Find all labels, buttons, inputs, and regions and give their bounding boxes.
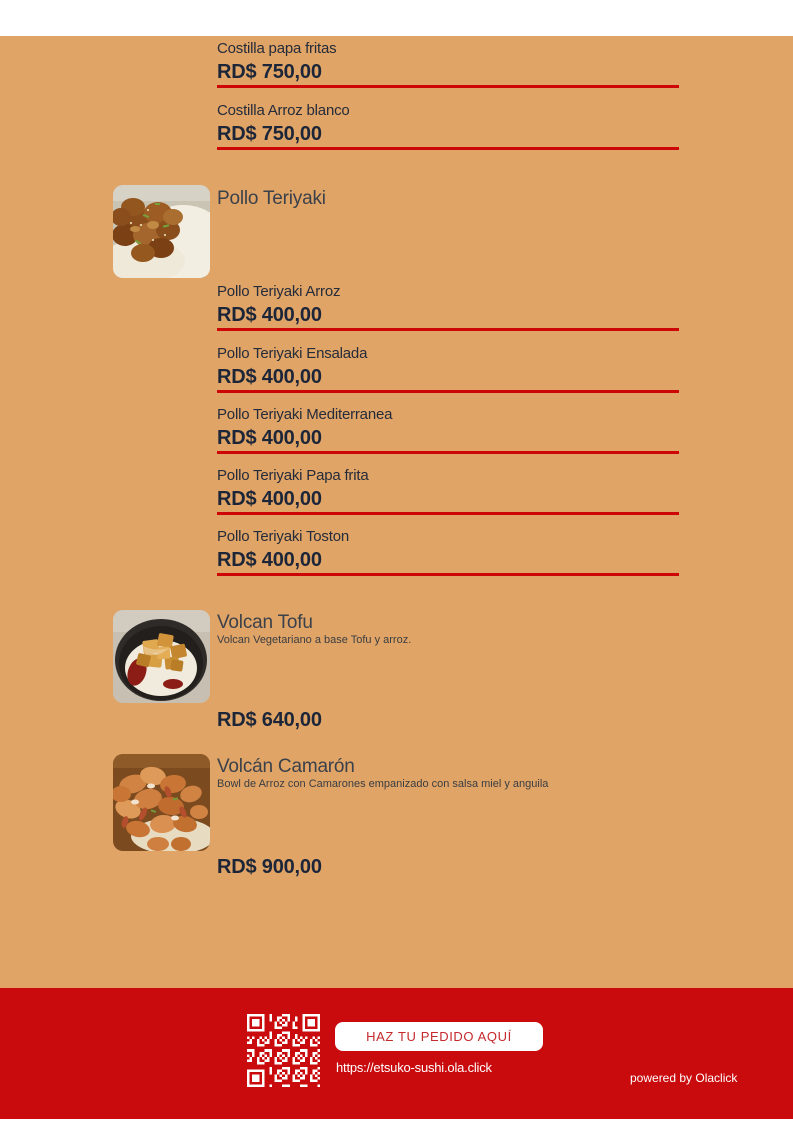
menu-item-name: Pollo Teriyaki Arroz	[217, 283, 341, 300]
menu-item-price: RD$ 400,00	[217, 488, 322, 510]
menu-item-name: Costilla papa fritas	[217, 40, 337, 57]
menu-item-price: RD$ 400,00	[217, 549, 322, 571]
section-title: Pollo Teriyaki	[217, 188, 326, 209]
menu-item-row[interactable]	[217, 345, 679, 393]
qr-code-icon	[247, 1014, 320, 1087]
section-price: RD$ 640,00	[217, 709, 322, 731]
menu-item-price: RD$ 400,00	[217, 366, 322, 388]
menu-item-price: RD$ 400,00	[217, 304, 322, 326]
section-price: RD$ 900,00	[217, 856, 322, 878]
menu-item-row[interactable]	[217, 40, 679, 88]
menu-item-name: Pollo Teriyaki Mediterranea	[217, 406, 393, 423]
menu-item-name: Pollo Teriyaki Papa frita	[217, 467, 369, 484]
menu-item-price: RD$ 750,00	[217, 61, 322, 83]
menu-item-price: RD$ 750,00	[217, 123, 322, 145]
pollo-teriyaki-photo[interactable]	[113, 185, 210, 278]
menu-item-name: Costilla Arroz blanco	[217, 102, 350, 119]
section-description: Volcan Vegetariano a base Tofu y arroz.	[217, 634, 412, 646]
volcan-camaron-photo[interactable]	[113, 754, 210, 851]
menu-item-price: RD$ 400,00	[217, 427, 322, 449]
menu-item-row[interactable]	[217, 467, 679, 515]
section-description: Bowl de Arroz con Camarones empanizado con salsa miel y anguila	[217, 778, 549, 790]
menu-item-row[interactable]	[217, 283, 679, 331]
menu-item-row[interactable]	[217, 102, 679, 150]
section-title: Volcan Tofu	[217, 612, 313, 633]
footer	[0, 988, 793, 1119]
menu-item-name: Pollo Teriyaki Toston	[217, 528, 349, 545]
section-title: Volcán Camarón	[217, 756, 355, 777]
menu-item-row[interactable]	[217, 528, 679, 576]
powered-by-label: powered by Olaclick	[630, 1071, 738, 1085]
order-cta-button[interactable]: HAZ TU PEDIDO AQUÍ	[335, 1022, 543, 1051]
volcan-tofu-photo[interactable]	[113, 610, 210, 703]
order-url-link[interactable]: https://etsuko-sushi.ola.click	[336, 1060, 492, 1075]
menu-item-row[interactable]	[217, 406, 679, 454]
menu-item-name: Pollo Teriyaki Ensalada	[217, 345, 368, 362]
